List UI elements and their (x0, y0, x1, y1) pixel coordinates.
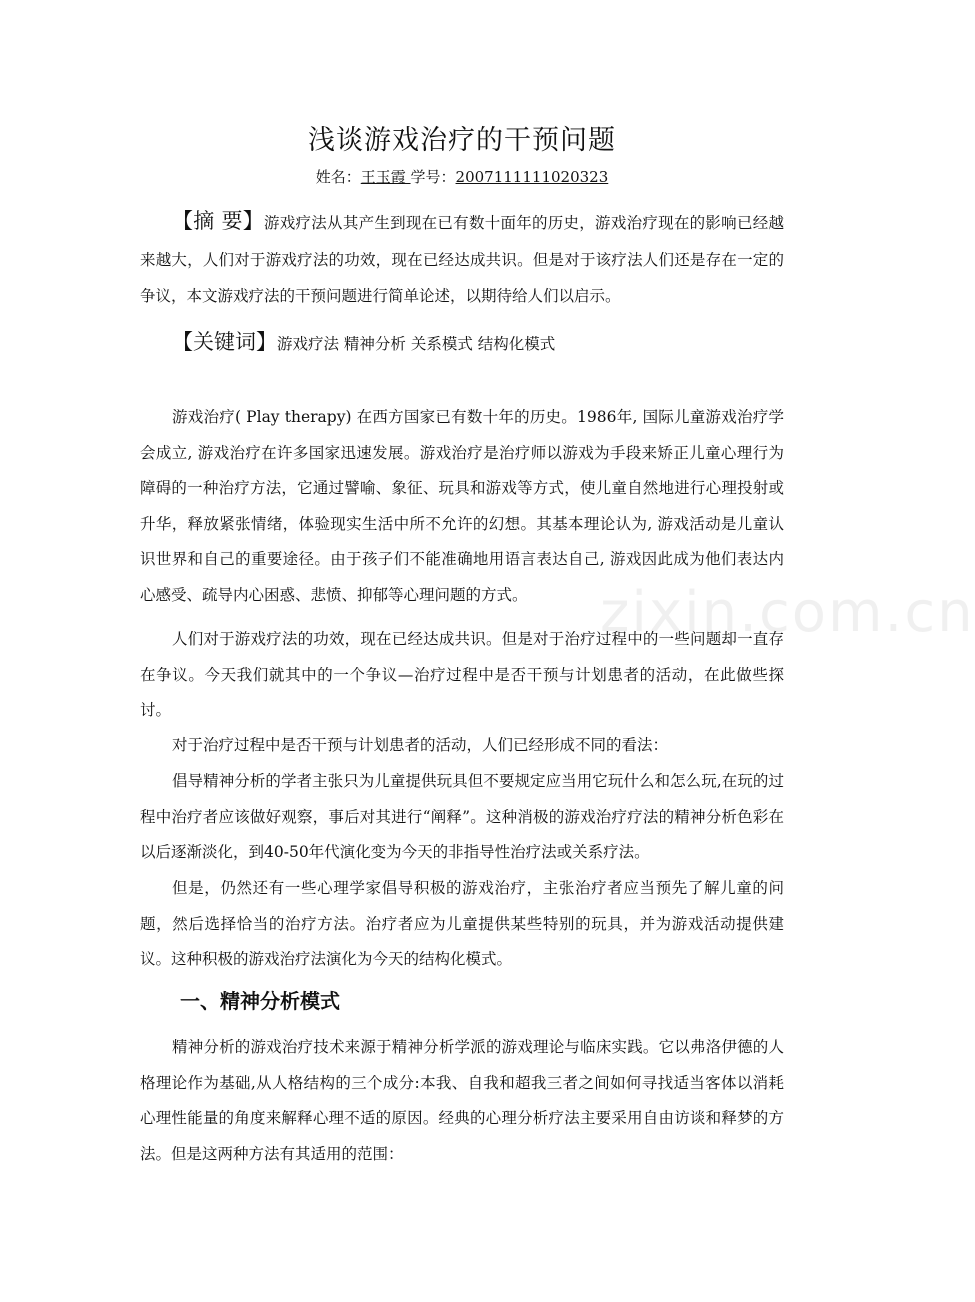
keywords (140, 324, 784, 363)
student-id-label: 学号： (410, 168, 456, 186)
document-title: 浅谈游戏治疗的干预问题 (308, 125, 616, 156)
keywords-text: 游戏疗法 精神分析 关系模式 结构化模式 (277, 335, 556, 353)
section-heading: 一、精神分析模式 (180, 989, 340, 1013)
name-label: 姓名： (315, 168, 361, 186)
abstract (140, 203, 784, 315)
body-paragraph: 人们对于游戏疗法的功效，现在已经达成共识。但是对于治疗过程中的一些问题却一直存在争议。今天我们就其中的一个争议—治疗过程中是否干预与计划患者的活动，在此做些探讨。 (140, 630, 784, 720)
author-name: 王玉霞 (360, 168, 411, 186)
student-id: 2007111111020323 (455, 168, 609, 186)
body-paragraph: 对于治疗过程中是否干预与计划患者的活动，人们已经形成不同的看法： (172, 736, 669, 754)
abstract-label: 【摘 要】 (172, 209, 264, 233)
body-paragraph: 但是，仍然还有一些心理学家倡导积极的游戏治疗，主张治疗者应当预先了解儿童的问题，然后选择恰当的治疗方法。治疗者应为儿童提供某些特别的玩具，并为游戏活动提供建议。这种积极的游戏治疗法演化为今天的结构化模式。 (140, 879, 784, 969)
body-paragraph: 精神分析的游戏治疗技术来源于精神分析学派的游戏理论与临床实践。它以弗洛伊德的人格理论作为基础,从人格结构的三个成分:本我、自我和超我三者之间如何寻找适当客体以消耗心理性能量的角度来解释心理不适的原因。经典的心理分析疗法主要采用自由访谈和释梦的方法。但是这两种方法有其适用的范围： (140, 1038, 784, 1163)
abstract-text: 游戏疗法从其产生到现在已有数十面年的历史，游戏治疗现在的影响已经越来越大，人们对于游戏疗法的功效，现在已经达成共识。但是对于该疗法人们还是存在一定的争议，本文游戏疗法的干预问题进行简单论述，以期待给人们以启示。 (140, 214, 784, 305)
watermark: zixin.com.cn (600, 580, 975, 645)
keywords-label: 【关键词】 (172, 330, 277, 354)
body-paragraph: 游戏治疗( Play therapy) 在西方国家已有数十年的历史。1986年, 国际儿童游戏治疗学会成立, 游戏治疗在许多国家迅速发展。游戏治疗是治疗师以游戏为手段来矫正儿童心理行为障碍的一种治疗方法，它通过譬喻、象征、玩具和游戏等方式，使儿童自然地进行心理投射或升华，释放紧张情绪，体验现实生活中所不允许的幻想。其基本理论认为, 游戏活动是儿童认识世界和自己的重要途径。由于孩子们不能准确地用语言表达自己, 游戏因此成为他们表达内心感受、疏导内心困惑、悲愤、抑郁等心理问题的方式。 (140, 408, 784, 604)
author-line (140, 166, 784, 187)
body-paragraph: 倡导精神分析的学者主张只为儿童提供玩具但不要规定应当用它玩什么和怎么玩,在玩的过程中治疗者应该做好观察，事后对其进行“阐释”。这种消极的游戏治疗疗法的精神分析色彩在以后逐渐淡化，到40-50年代演化变为今天的非指导性治疗法或关系疗法。 (140, 772, 784, 862)
